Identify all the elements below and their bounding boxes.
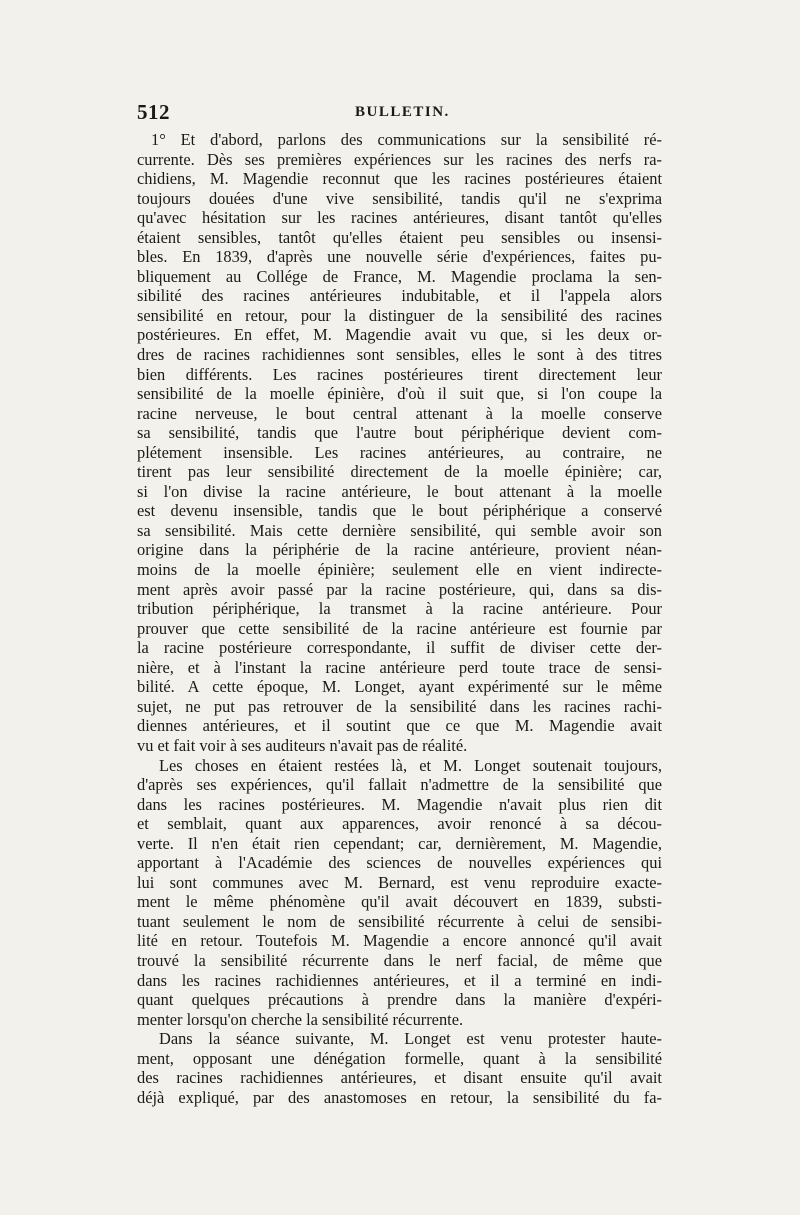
text-line: trouvé la sensibilité récurrente dans le nerf facial, de même que	[137, 950, 662, 970]
text-line: ment après avoir passé par la racine postérieure, qui, dans sa dis-	[137, 579, 662, 599]
text-line: apportant à l'Académie des sciences de nouvelles expériences qui	[137, 853, 662, 873]
text-line: ment le même phénomène qu'il avait découvert en 1839, substi-	[137, 892, 662, 912]
running-head: BULLETIN.	[355, 104, 450, 120]
text-line: nière, et à l'instant la racine antérieure perd toute trace de sensi-	[137, 657, 662, 677]
text-line: sa sensibilité. Mais cette dernière sensibilité, qui semble avoir son	[137, 520, 662, 540]
text-line: dres de racines rachidiennes sont sensibles, elles le sont à des titres	[137, 345, 662, 365]
text-line: verte. Il n'en était rien cependant; car, dernièrement, M. Magendie,	[137, 833, 662, 853]
text-line: et semblait, quant aux apparences, avoir renoncé à sa décou-	[137, 814, 662, 834]
body-text	[137, 130, 662, 1107]
text-line: ment, opposant une dénégation formelle, quant à la sensibilité	[137, 1048, 662, 1068]
text-line: prouver que cette sensibilité de la racine antérieure est fournie par	[137, 618, 662, 638]
text-line: origine dans la périphérie de la racine antérieure, provient néan-	[137, 540, 662, 560]
text-line: sensibilité de la moelle épinière, d'où il suit que, si l'on coupe la	[137, 384, 662, 404]
text-line: dans les racines postérieures. M. Magendie n'avait plus rien dit	[137, 794, 662, 814]
text-line: menter lorsqu'on cherche la sensibilité récurrente.	[137, 1009, 464, 1029]
text-line: moins de la moelle épinière; seulement elle en vient indirecte-	[137, 560, 662, 580]
text-line: tuant seulement le nom de sensibilité récurrente à celui de sensibi-	[137, 911, 662, 931]
text-line: est devenu insensible, tandis que le bout périphérique a conservé	[137, 501, 662, 521]
text-line: postérieures. En effet, M. Magendie avait vu que, si les deux or-	[137, 325, 662, 345]
text-line: lui sont communes avec M. Bernard, est venu reproduire exacte-	[137, 872, 662, 892]
text-line: diennes antérieures, et il soutint que ce que M. Magendie avait	[137, 716, 662, 736]
text-line: 1° Et d'abord, parlons des communications sur la sensibilité ré-	[151, 130, 662, 149]
text-line: bles. En 1839, d'après une nouvelle série d'expériences, faites pu-	[137, 247, 662, 267]
text-line: lité en retour. Toutefois M. Magendie a encore annoncé qu'il avait	[137, 931, 662, 951]
page-number: 512	[137, 100, 170, 124]
text-line: sensibilité en retour, pour la distinguer de la sensibilité des racines	[137, 305, 662, 325]
text-line: racine nerveuse, le bout central attenant à la moelle conserve	[137, 403, 662, 423]
text-line: des racines rachidiennes antérieures, et disant ensuite qu'il avait	[137, 1068, 662, 1088]
text-line: sibilité des racines antérieures indubitable, et il l'appela alors	[137, 286, 662, 306]
text-line: Les choses en étaient restées là, et M. Longet soutenait toujours,	[159, 755, 662, 775]
text-line: vu et fait voir à ses auditeurs n'avait pas de réalité.	[137, 735, 468, 755]
text-line: quant quelques précautions à prendre dans la manière d'expéri-	[137, 990, 662, 1010]
text-line: bilité. A cette époque, M. Longet, ayant expérimenté sur le même	[137, 677, 662, 697]
text-line: d'après ses expériences, qu'il fallait n'admettre de la sensibilité que	[137, 775, 662, 795]
text-line: déjà expliqué, par des anastomoses en retour, la sensibilité du fa-	[137, 1087, 662, 1107]
text-line: si l'on divise la racine antérieure, le bout attenant à la moelle	[137, 481, 662, 501]
text-line: sa sensibilité, tandis que l'autre bout périphérique devient com-	[137, 423, 662, 443]
text-line: étaient sensibles, tantôt qu'elles étaient peu sensibles ou insensi-	[137, 227, 662, 247]
page-header	[137, 100, 662, 130]
text-line: tribution périphérique, la transmet à la racine antérieure. Pour	[137, 599, 662, 619]
text-line: bliquement au Collége de France, M. Magendie proclama la sen-	[137, 266, 662, 286]
text-line: bien différents. Les racines postérieures tirent directement leur	[137, 364, 662, 384]
text-line: dans les racines rachidiennes antérieures, et il a terminé en indi-	[137, 970, 662, 990]
text-line: Dans la séance suivante, M. Longet est venu protester haute-	[159, 1029, 662, 1049]
text-line: qu'avec hésitation sur les racines antérieures, disant tantôt qu'elles	[137, 208, 662, 228]
text-line: plétement insensible. Les racines antérieures, au contraire, ne	[137, 442, 662, 462]
text-line: chidiens, M. Magendie reconnut que les racines postérieures étaient	[137, 169, 662, 189]
text-line: tirent pas leur sensibilité directement de la moelle épinière; car,	[137, 462, 662, 482]
text-line: toujours douées d'une vive sensibilité, tandis qu'il ne s'exprima	[137, 188, 662, 208]
text-line: sujet, ne put pas retrouver de la sensibilité dans les racines rachi-	[137, 696, 662, 716]
text-line: currente. Dès ses premières expériences sur les racines des nerfs ra-	[137, 149, 662, 169]
text-line: la racine postérieure correspondante, il suffit de diviser cette der-	[137, 638, 662, 658]
